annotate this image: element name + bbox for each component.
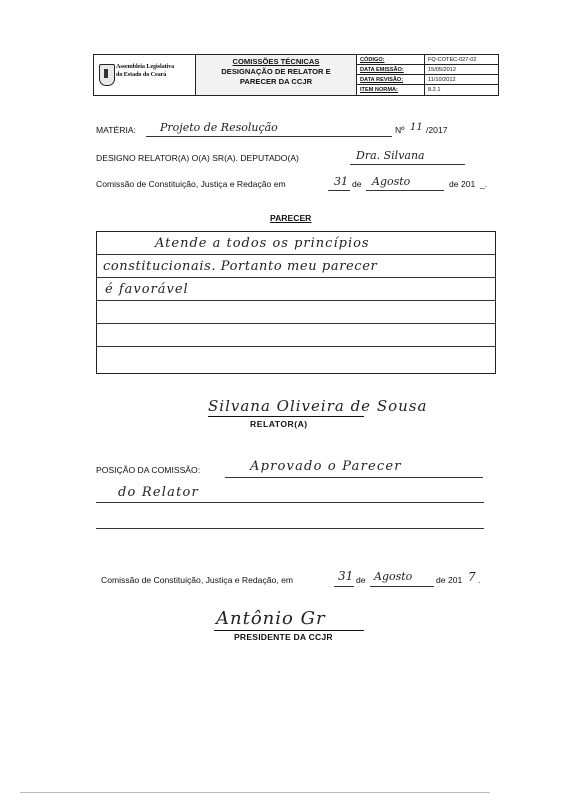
presidente-signature-line [214,630,364,631]
meta-key: DATA EMISSÃO: [360,67,404,73]
commission1-month-underline [366,190,444,191]
commission2-de-year: de 201 [436,575,463,585]
coat-of-arms-icon [99,64,115,86]
materia-underline [146,136,392,137]
commission1-month: Agosto [372,175,411,188]
meta-key: ITEM NORMA: [360,87,398,93]
presidente-signature: Antônio Gr [216,608,326,629]
posicao-line1: Aprovado o Parecer [250,459,402,474]
commission2-year-digit: 7 [468,570,476,584]
commission2-end: . [478,575,481,585]
meta-row-code [357,55,498,65]
title-line3: PARECER DA CCJR [239,77,313,86]
meta-cell [357,55,498,95]
commission2-month-underline [370,586,434,587]
materia-num-value: 11 [410,122,423,133]
posicao-underline-1 [225,477,483,478]
materia-label: MATÉRIA: [96,125,136,135]
parecer-line1: Atende a todos os princípios [155,236,370,251]
document-header [93,54,499,96]
meta-key: DATA REVISÃO: [360,77,404,83]
commission1-de-year: de 201 [449,179,476,189]
logo-cell [94,55,196,95]
meta-value: 15/05/2012 [424,65,456,74]
meta-row-revisao [357,75,498,85]
relator-label: RELATOR(A) [250,419,308,429]
commission2-prefix: Comissão de Constituição, Justiça e Redação, em [101,575,294,585]
meta-value: 8.2.1 [424,85,440,95]
org-name-line2: do Estado do Ceará [116,71,167,78]
relator-signature-line [208,416,364,417]
meta-key: CÓDIGO: [360,57,385,63]
commission1-day: 31 [334,175,348,188]
materia-value: Projeto de Resolução [160,121,278,134]
meta-value: FQ-COTEC-027-02 [424,55,477,64]
parecer-line3: é favorável [105,282,189,297]
presidente-label: PRESIDENTE DA CCJR [234,632,333,642]
designo-value: Dra. Silvana [356,149,425,162]
ruled-line [97,254,495,255]
commission2-de: de [356,575,366,585]
commission1-day-underline [328,190,350,191]
posicao-underline-2 [96,502,484,503]
parecer-box [96,231,496,374]
posicao-underline-3 [96,528,484,529]
title-line1: COMISSÕES TÉCNICAS [232,57,320,66]
meta-row-norma [357,85,498,95]
relator-signature: Silvana Oliveira de Sousa [208,397,428,415]
ruled-line [97,323,495,324]
commission1-year-suffix: _. [480,179,488,189]
materia-year: /2017 [426,125,448,135]
designo-underline [350,164,465,165]
parecer-line2: constitucionais. Portanto meu parecer [103,259,378,274]
commission1-prefix: Comissão de Constituição, Justiça e Redação em [96,179,286,189]
ruled-line [97,277,495,278]
parecer-title: PARECER [270,213,312,223]
commission2-month: Agosto [374,570,413,583]
organization-name [116,63,174,79]
footer-rule [20,792,490,793]
commission1-de: de [352,179,362,189]
ruled-line [97,300,495,301]
posicao-label: POSIÇÃO DA COMISSÃO: [96,465,201,475]
designo-label: DESIGNO RELATOR(A) O(A) SR(A). DEPUTADO(A) [96,153,299,163]
title-cell [196,55,357,95]
materia-num-label: Nº [395,125,405,135]
commission2-day-underline [334,586,354,587]
title-line2: DESIGNAÇÃO DE RELATOR E [221,67,331,76]
meta-value: 11/10/2012 [424,75,456,84]
org-name-line1: Assembleia Legislativa [116,63,175,70]
commission2-day: 31 [338,569,354,583]
ruled-line [97,346,495,347]
posicao-line2: do Relator [118,485,199,500]
meta-row-emissao [357,65,498,75]
